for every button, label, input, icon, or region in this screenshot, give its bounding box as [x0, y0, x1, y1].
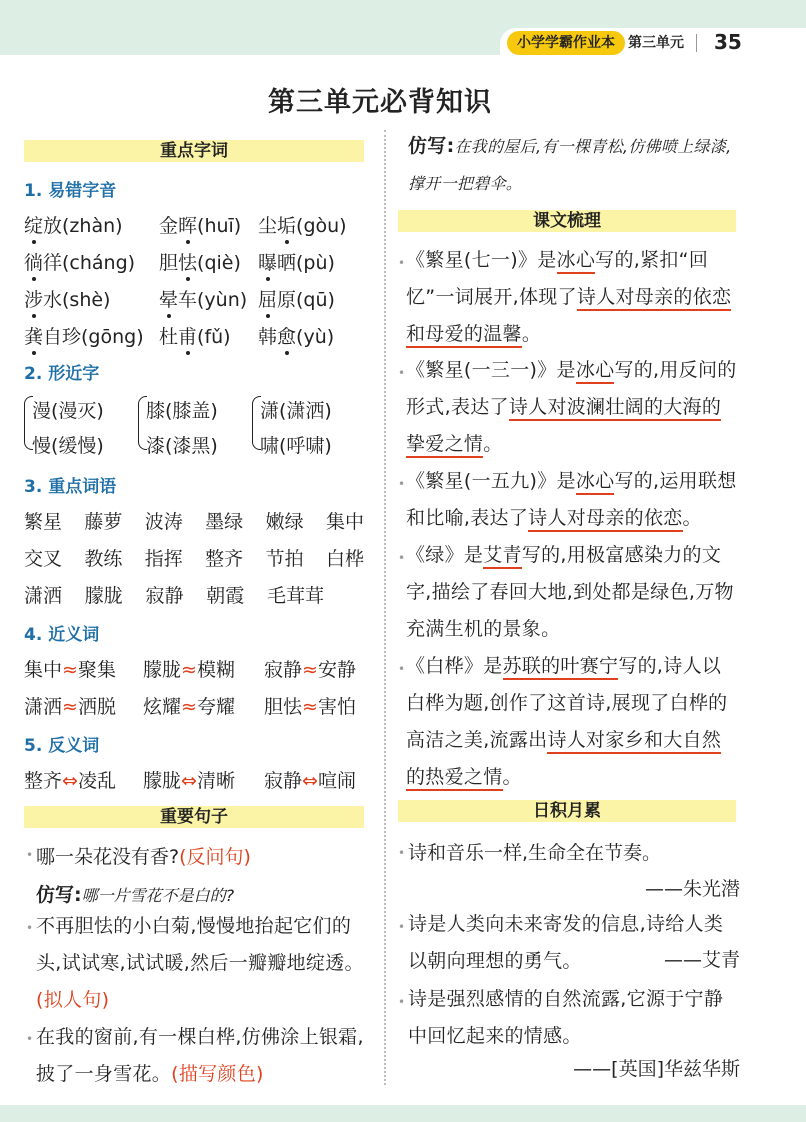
word: 潇洒	[24, 585, 63, 607]
heading-synonyms: 4. 近义词	[24, 625, 100, 645]
bullet: •	[398, 846, 406, 860]
page-number: 35	[714, 30, 742, 54]
heading-key-phrases: 3. 重点词语	[24, 477, 117, 497]
similar-char: 漆(漆黑)	[146, 435, 218, 457]
heading-antonyms: 5. 反义词	[24, 736, 100, 756]
section-key-sentences: 重要句子	[24, 806, 364, 828]
similar-char: 啸(呼啸)	[260, 435, 332, 457]
word: 寂静	[145, 585, 184, 607]
word: 繁星	[24, 511, 63, 533]
bullet: •	[398, 477, 406, 491]
summary-item: 《繁星(一三一)》是冰心写的,用反问的形式,表达了诗人对波澜壮阔的大海的挚爱之情。	[406, 352, 740, 463]
similar-char: 慢(缓慢)	[32, 435, 104, 457]
bullet: •	[26, 921, 34, 935]
similar-char: 膝(膝盖)	[146, 400, 218, 422]
sentence-3: 在我的窗前,有一棵白桦,仿佛涂上银霜,披了一身雪花。(描写颜色)	[36, 1026, 364, 1085]
imitation-2: 仿写:在我的屋后,有一棵青松,仿佛喷上绿漆,撑开一把碧伞。	[408, 135, 732, 193]
similar-char: 漫(漫灭)	[32, 400, 104, 422]
summary-item: 《繁星(一五九)》是冰心写的,运用联想和比喻,表达了诗人对母亲的依恋。	[406, 463, 740, 537]
heading-similar-chars: 2. 形近字	[24, 364, 100, 384]
word: 交叉	[24, 548, 63, 570]
heading-pronunciation: 1. 易错字音	[24, 181, 117, 201]
column-divider	[384, 130, 386, 1085]
sentence-1: 哪一朵花没有香?(反问句)	[36, 846, 251, 868]
word: 指挥	[144, 548, 183, 570]
synonym-pair: 胆怯≈害怕	[264, 696, 356, 718]
pron-item: 胆怯(qiè)	[159, 252, 241, 274]
pron-item: 杜甫(fǔ)	[159, 326, 231, 348]
summary-item: 《绿》是艾青写的,用极富感染力的文字,描绘了春回大地,到处都是绿色,万物充满生机的景象。	[406, 544, 734, 640]
pron-item: 龚自珍(gōng)	[24, 326, 144, 348]
bullet: •	[398, 551, 406, 565]
section-accumulation: 日积月累	[398, 800, 736, 822]
word: 波涛	[144, 511, 183, 533]
book-title-badge: 小学学霸作业本	[507, 31, 625, 55]
bullet: •	[398, 920, 406, 934]
bullet: •	[26, 848, 34, 862]
similar-char: 潇(潇洒)	[260, 400, 332, 422]
quote-1: 诗和音乐一样,生命全在节奏。	[408, 842, 662, 864]
section-text-summary: 课文梳理	[398, 210, 736, 232]
bullet: •	[398, 995, 406, 1009]
antonym-pair: 寂静⇔喧闹	[264, 770, 356, 792]
section-key-words: 重点字词	[24, 140, 364, 162]
pron-item: 涉水(shè)	[24, 289, 111, 311]
quote-1-author: ——朱光潜	[644, 878, 740, 900]
word: 墨绿	[205, 511, 244, 533]
summary-item: 《白桦》是苏联的叶赛宁写的,诗人以白桦为题,创作了这首诗,展现了白桦的高洁之美,流露出诗人对家乡和大自然的热爱之情。	[406, 648, 740, 796]
page-title: 第三单元必背知识	[268, 87, 492, 118]
word: 节拍	[265, 548, 304, 570]
pron-item: 徜徉(cháng)	[24, 252, 136, 274]
bullet: •	[398, 366, 406, 380]
word: 藤萝	[84, 511, 123, 533]
antonym-pair: 整齐⇔凌乱	[24, 770, 116, 792]
word: 嫩绿	[265, 511, 304, 533]
bullet: •	[398, 256, 406, 270]
pron-item: 韩愈(yù)	[258, 326, 335, 348]
word-row	[24, 544, 364, 571]
quote-2: 诗是人类向未来寄发的信息,诗给人类以朝向理想的勇气。	[408, 913, 724, 972]
word: 朝霞	[206, 585, 245, 607]
header-divider	[696, 34, 697, 52]
synonym-pair: 炫耀≈夸耀	[143, 696, 235, 718]
pron-item: 尘垢(gòu)	[258, 215, 347, 237]
pron-item: 金晖(huī)	[159, 215, 242, 237]
word-row	[24, 507, 364, 534]
word: 集中	[325, 511, 364, 533]
bullet: •	[26, 1032, 34, 1046]
imitation-1: 仿写:哪一片雪花不是白的?	[36, 884, 235, 906]
pron-item: 绽放(zhàn)	[24, 215, 123, 237]
quote-3: 诗是强烈感情的自然流露,它源于宁静中回忆起来的情感。	[408, 988, 724, 1047]
antonym-pair: 朦胧⇔清晰	[143, 770, 235, 792]
word: 整齐	[205, 548, 244, 570]
quote-3-author: ——[英国]华兹华斯	[573, 1058, 740, 1080]
pron-item: 晕车(yùn)	[159, 289, 248, 311]
quote-2-author: ——艾青	[663, 949, 740, 971]
synonym-pair: 集中≈聚集	[24, 659, 116, 681]
word: 朦胧	[84, 585, 123, 607]
summary-item: 《繁星(七一)》是冰心写的,紧扣“回忆”一词展开,体现了诗人对母亲的依恋和母爱的温馨。	[406, 242, 740, 353]
bullet: •	[398, 662, 406, 676]
pron-item: 屈原(qū)	[258, 289, 335, 311]
synonym-pair: 寂静≈安静	[264, 659, 356, 681]
word: 教练	[84, 548, 123, 570]
synonym-pair: 潇洒≈洒脱	[24, 696, 116, 718]
synonym-pair: 朦胧≈模糊	[143, 659, 235, 681]
unit-label: 第三单元	[628, 35, 684, 51]
sentence-2: 不再胆怯的小白菊,慢慢地抬起它们的头,试试寒,试试暖,然后一瓣瓣地绽透。(拟人句)	[36, 915, 364, 1011]
word-row	[24, 581, 324, 608]
pron-item: 曝晒(pù)	[258, 252, 335, 274]
word: 毛茸茸	[266, 585, 324, 607]
word: 白桦	[325, 548, 364, 570]
